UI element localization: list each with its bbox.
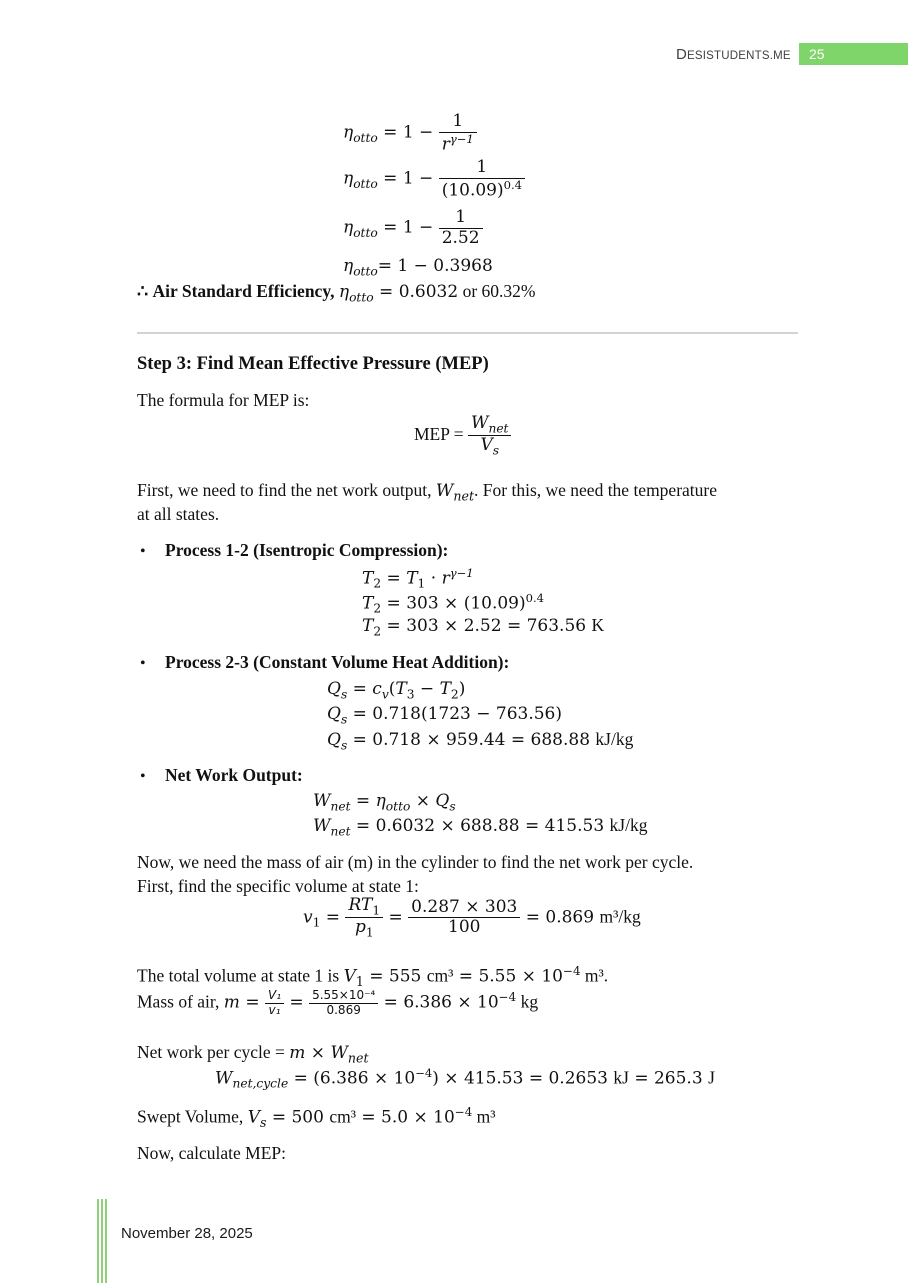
specific-volume-eq: [303, 896, 641, 940]
unit: kJ/kg: [595, 729, 634, 749]
period: .: [603, 965, 609, 986]
eq-rhs: = 1 − 0.3968: [377, 256, 493, 276]
unit: m³/kg: [599, 906, 641, 927]
q-symbol: Q: [435, 791, 450, 811]
t-symbol: T: [362, 616, 374, 636]
eta-subscript: otto: [353, 131, 378, 145]
eq-prefix: = 1 −: [383, 168, 439, 189]
eq-rhs: = 0.718(1723 − 763.56): [347, 704, 563, 724]
eq-rhs: = 303 × 2.52 = 763.56: [381, 616, 592, 636]
para-text: . For this, we need the temperature: [474, 480, 718, 500]
network-eq-1: [313, 791, 456, 813]
fraction: [345, 896, 383, 940]
eta-subscript: otto: [353, 177, 378, 191]
denominator: v₁: [268, 1002, 281, 1017]
calculate-mep-text: Now, calculate MEP:: [137, 1143, 287, 1163]
section-divider: [137, 332, 798, 334]
para-net-work: [137, 480, 717, 503]
v-symbol: V: [343, 966, 356, 987]
w-subscript: net: [453, 488, 475, 504]
unit: kg: [516, 991, 539, 1012]
numerator: 5.55×10⁻⁴: [309, 989, 378, 1004]
therefore-symbol: ∴: [137, 281, 149, 301]
v-symbol: V: [247, 1107, 260, 1128]
eq-rhs: = 5.0 × 10: [355, 1107, 455, 1128]
denominator: 0.869: [326, 1002, 361, 1017]
r-symbol: r: [441, 568, 450, 589]
exponent: γ−1: [449, 566, 474, 580]
efficiency-eq-3: [343, 208, 483, 248]
process12-eq-2: [362, 591, 544, 616]
eta-symbol: η: [375, 791, 386, 811]
den-exponent: γ−1: [449, 131, 474, 146]
unit: K: [591, 615, 605, 635]
para-text: Swept Volume,: [137, 1106, 248, 1127]
eta-symbol: η: [343, 168, 354, 189]
para-text: Net work per cycle =: [137, 1042, 290, 1062]
bullet-icon: •: [140, 768, 146, 785]
eta-subscript: otto: [385, 799, 411, 814]
para-net-work-cont: at all states.: [137, 504, 220, 524]
or-word: or: [458, 281, 482, 301]
eq-result: = 0.869: [520, 907, 600, 928]
fraction: [439, 208, 483, 248]
efficiency-eq-2: [343, 158, 525, 200]
denominator: [439, 179, 525, 201]
exponent: −4: [454, 1105, 473, 1119]
exponent: −4: [563, 964, 581, 978]
paren: ): [458, 679, 466, 699]
net-work-per-cycle-label: [137, 1042, 369, 1065]
times: ×: [305, 1043, 331, 1063]
t-symbol: T: [362, 593, 374, 614]
efficiency-percent: 60.32%: [481, 281, 536, 301]
t-subscript: 2: [373, 624, 382, 639]
mep-intro: The formula for MEP is:: [137, 390, 310, 410]
t-subscript: 2: [373, 576, 382, 591]
bullet-icon: •: [140, 655, 146, 672]
v-symbol: V: [480, 435, 493, 456]
c-subscript: v: [381, 687, 389, 702]
w-subscript: net: [488, 421, 509, 436]
eq-rhs: = (6.386 × 10: [288, 1068, 416, 1089]
w-subscript: net: [330, 799, 351, 814]
w-symbol: W: [330, 1043, 348, 1063]
t-symbol: T: [395, 679, 407, 699]
equals: =: [383, 907, 409, 928]
denominator: 2.52: [441, 227, 480, 248]
w-symbol: W: [313, 816, 331, 836]
w-symbol: W: [470, 413, 489, 433]
eq-rhs: ) × 415.53 = 0.2653: [432, 1068, 614, 1089]
process23-eq-2: [327, 704, 562, 726]
network-eq-2: [313, 815, 647, 838]
equals: =: [350, 791, 376, 811]
conclusion-label: Air Standard Efficiency,: [152, 281, 335, 301]
exponent: −4: [498, 989, 517, 1004]
fraction: [265, 989, 284, 1018]
q-subscript: s: [449, 799, 456, 814]
equals: =: [320, 907, 346, 928]
equals: =: [381, 568, 407, 589]
page-number-badge: 25: [799, 43, 908, 65]
eq-rhs: = 5.55 × 10: [453, 966, 563, 987]
t-subscript: 2: [373, 601, 382, 616]
w-subscript: net: [330, 824, 351, 839]
fraction: [408, 898, 520, 938]
unit: kJ: [613, 1067, 629, 1088]
p-symbol: p: [354, 917, 366, 938]
t-subscript: 1: [417, 576, 426, 591]
q-subscript: s: [340, 712, 348, 727]
v-subscript: 1: [312, 915, 321, 930]
v-subscript: s: [492, 443, 499, 458]
c-symbol: c: [372, 679, 382, 699]
header-site-name: [676, 46, 791, 63]
numerator: 0.287 × 303: [408, 898, 520, 919]
unit: J: [708, 1067, 715, 1088]
site-name-rest: ESISTUDENTS.ME: [687, 50, 791, 62]
w-subscript: net,cycle: [232, 1076, 289, 1091]
times: ×: [410, 791, 436, 811]
network-title: Net Work Output:: [165, 765, 303, 785]
exponent: −4: [415, 1066, 433, 1080]
eta-symbol: η: [343, 217, 354, 238]
v-subscript: 1: [355, 973, 364, 989]
accent-bar: [105, 1199, 107, 1283]
unit: cm³: [329, 1106, 356, 1127]
paren: (: [388, 679, 396, 699]
t-subscript: 1: [372, 903, 381, 918]
eq-rhs: = 0.718 × 959.44 = 688.88: [347, 730, 596, 750]
bullet-icon: •: [140, 543, 146, 560]
equals: =: [284, 992, 310, 1013]
eta-subscript: otto: [353, 225, 378, 240]
eta-subscript: otto: [353, 264, 378, 279]
para-text: Mass of air,: [137, 991, 224, 1012]
den-exponent: 0.4: [503, 177, 522, 192]
efficiency-eq-1: [343, 112, 477, 154]
eq-result: = 6.386 × 10: [378, 992, 499, 1013]
eq-rhs: = 0.6032 × 688.88 = 415.53: [350, 816, 610, 836]
process12-title: Process 1-2 (Isentropic Compression):: [165, 540, 449, 560]
fraction: [468, 414, 512, 458]
process12-eq-3: [362, 615, 604, 638]
unit: m³: [580, 965, 604, 986]
q-symbol: Q: [327, 704, 341, 724]
step3-heading: Step 3: Find Mean Effective Pressure (MEP): [137, 354, 489, 374]
exponent: 0.4: [525, 591, 544, 605]
w-symbol: W: [435, 481, 454, 501]
eta-symbol: η: [338, 282, 350, 302]
den-base: (10.09): [441, 179, 504, 200]
net-work-cycle-eq: [215, 1066, 715, 1091]
efficiency-value: = 0.6032: [373, 282, 459, 302]
unit: kJ/kg: [609, 815, 648, 835]
v-subscript: s: [259, 1114, 267, 1130]
eq-prefix: = 1 −: [383, 217, 439, 238]
mass-para-2: First, find the specific volume at state 1:: [137, 876, 419, 896]
numerator: 1: [439, 158, 525, 179]
mass-of-air-line: [137, 989, 538, 1018]
process23-eq-1: [327, 679, 465, 701]
efficiency-conclusion: [137, 281, 535, 304]
fraction: [439, 158, 525, 200]
denominator: [439, 133, 477, 155]
para-text: First, we need to find the net work output,: [137, 480, 436, 500]
accent-bar: [101, 1199, 103, 1283]
eta-symbol: η: [343, 256, 354, 276]
process12-eq-1: [362, 566, 474, 591]
unit: m³: [472, 1106, 496, 1127]
process23-eq-3: [327, 729, 633, 752]
fraction: [309, 989, 378, 1018]
footer-date: November 28, 2025: [121, 1225, 253, 1242]
footer-accent-bars: [97, 1199, 109, 1283]
denominator: 100: [448, 917, 481, 938]
t-symbol: T: [362, 568, 374, 589]
equals: = 500: [266, 1107, 330, 1128]
q-subscript: s: [340, 738, 348, 753]
mass-para-1: Now, we need the mass of air (m) in the cylinder to find the net work per cycle.: [137, 852, 694, 872]
t-symbol: T: [406, 568, 418, 589]
fraction: [439, 112, 477, 154]
efficiency-eq-4: [343, 256, 493, 278]
eta-subscript: otto: [349, 290, 374, 305]
m-symbol: m: [223, 992, 240, 1013]
unit: cm³: [426, 965, 454, 986]
minus: −: [414, 679, 440, 699]
numerator: 1: [439, 112, 477, 133]
total-volume-line: [137, 964, 608, 989]
equals: = 555: [363, 966, 427, 987]
mep-lhs: MEP =: [414, 423, 468, 444]
numerator: 1: [439, 208, 483, 229]
mep-formula: [414, 414, 511, 458]
dot-operator: ·: [425, 568, 442, 589]
eq-rhs: = 265.3: [628, 1068, 709, 1089]
eq-prefix: = 1 −: [383, 122, 439, 143]
q-symbol: Q: [327, 730, 341, 750]
den-base: r: [441, 133, 450, 154]
site-name-initial: D: [676, 46, 688, 63]
w-symbol: W: [215, 1068, 233, 1089]
p-subscript: 1: [365, 925, 374, 940]
equals: =: [347, 679, 373, 699]
q-subscript: s: [340, 687, 348, 702]
t-symbol: T: [439, 679, 451, 699]
w-symbol: W: [313, 791, 331, 811]
rt-symbol: RT: [348, 895, 373, 915]
w-subscript: net: [347, 1050, 369, 1066]
eta-symbol: η: [343, 122, 354, 143]
t-subscript: 3: [406, 687, 415, 702]
equals: =: [239, 992, 265, 1013]
eq-rhs: = 303 × (10.09): [381, 593, 526, 614]
t-subscript: 2: [450, 687, 459, 702]
q-symbol: Q: [327, 679, 341, 699]
v-symbol: v: [303, 907, 313, 928]
swept-volume-line: [137, 1105, 496, 1130]
m-symbol: m: [289, 1043, 306, 1063]
accent-bar: [97, 1199, 99, 1283]
process23-title: Process 2-3 (Constant Volume Heat Addition):: [165, 652, 510, 672]
para-text: The total volume at state 1 is: [137, 965, 344, 986]
numerator: V₁: [265, 989, 284, 1004]
